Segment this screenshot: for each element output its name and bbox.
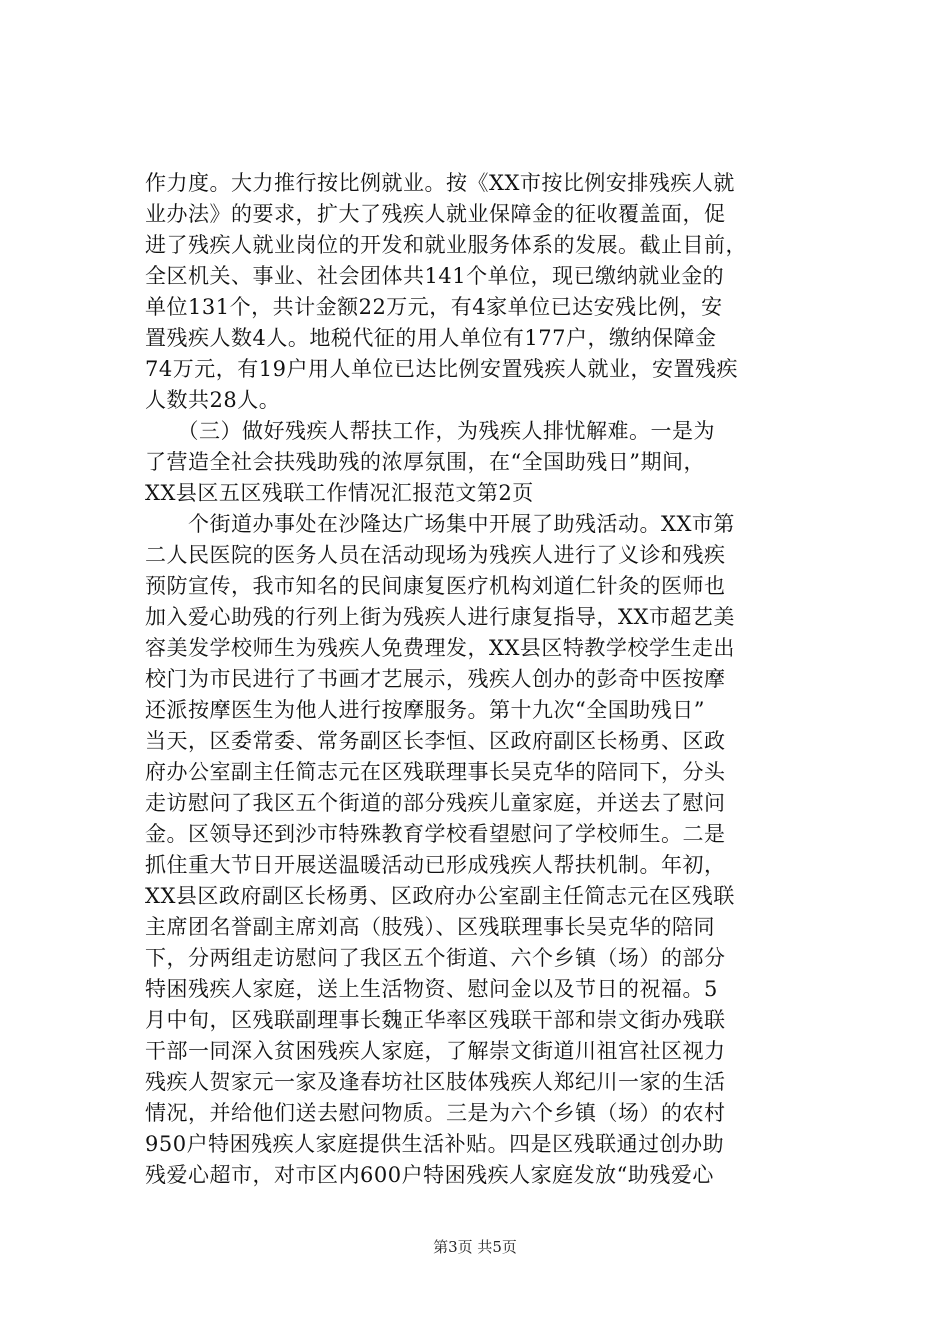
text-line: 容美发学校师生为残疾人免费理发，XX县区特教学校学生走出 bbox=[145, 636, 735, 660]
text-line: 作力度。大力推行按比例就业。按《XX市按比例安排残疾人就 bbox=[145, 171, 735, 195]
text-line: 个街道办事处在沙隆达广场集中开展了助残活动。XX市第 bbox=[145, 512, 735, 536]
text-line: 单位131个，共计金额22万元，有4家单位已达安残比例，安 bbox=[145, 295, 723, 319]
text-line: 全区机关、事业、社会团体共141个单位，现已缴纳就业金的 bbox=[145, 264, 725, 288]
text-line: 金。区领导还到沙市特殊教育学校看望慰问了学校师生。二是 bbox=[145, 822, 726, 846]
text-line: 干部一同深入贫困残疾人家庭，了解崇文街道川祖宫社区视力 bbox=[145, 1039, 726, 1063]
document-body bbox=[145, 168, 825, 1191]
text-line: 当天，区委常委、常务副区长李恒、区政府副区长杨勇、区政 bbox=[145, 729, 726, 753]
text-line: 校门为市民进行了书画才艺展示，残疾人创办的彭奇中医按摩 bbox=[145, 667, 726, 691]
text-line: 府办公室副主任简志元在区残联理事长吴克华的陪同下，分头 bbox=[145, 760, 726, 784]
text-line: 业办法》的要求，扩大了残疾人就业保障金的征收覆盖面，促 bbox=[145, 202, 726, 226]
text-line: 情况，并给他们送去慰问物质。三是为六个乡镇（场）的农村 bbox=[145, 1101, 726, 1125]
text-line: 进了残疾人就业岗位的开发和就业服务体系的发展。截止目前， bbox=[145, 233, 747, 257]
text-line: 二人民医院的医务人员在活动现场为残疾人进行了义诊和残疾 bbox=[145, 543, 726, 567]
text-line: 了营造全社会扶残助残的浓厚氛围，在“全国助残日”期间， bbox=[145, 450, 705, 474]
text-line: 特困残疾人家庭，送上生活物资、慰问金以及节日的祝福。5 bbox=[145, 977, 718, 1001]
text-line: 加入爱心助残的行列上街为残疾人进行康复指导，XX市超艺美 bbox=[145, 605, 735, 629]
text-line: 残疾人贺家元一家及逢春坊社区肢体残疾人郑纪川一家的生活 bbox=[145, 1070, 726, 1094]
text-line: 主席团名誉副主席刘高（肢残）、区残联理事长吴克华的陪同 bbox=[145, 915, 715, 939]
text-line: 950户特困残疾人家庭提供生活补贴。四是区残联通过创办助 bbox=[145, 1132, 725, 1156]
text-line: 月中旬，区残联副理事长魏正华率区残联干部和崇文街办残联 bbox=[145, 1008, 726, 1032]
text-line: 还派按摩医生为他人进行按摩服务。第十九次“全国助残日” bbox=[145, 698, 705, 722]
text-line: 置残疾人数4人。地税代征的用人单位有177户，缴纳保障金 bbox=[145, 326, 717, 350]
text-line: 人数共28人。 bbox=[145, 388, 281, 412]
text-line: 74万元，有19户用人单位已达比例安置残疾人就业，安置残疾 bbox=[145, 357, 738, 381]
text-line: 下，分两组走访慰问了我区五个街道、六个乡镇（场）的部分 bbox=[145, 946, 726, 970]
text-line: 抓住重大节日开展送温暖活动已形成残疾人帮扶机制。年初， bbox=[145, 853, 726, 877]
text-line: （三）做好残疾人帮扶工作，为残疾人排忧解难。一是为 bbox=[145, 419, 715, 443]
text-line: 走访慰问了我区五个街道的部分残疾儿童家庭，并送去了慰问 bbox=[145, 791, 726, 815]
text-line: 残爱心超市，对市区内600户特困残疾人家庭发放“助残爱心 bbox=[145, 1163, 714, 1187]
page-footer: 第3页 共5页 bbox=[433, 1238, 517, 1256]
text-line: 预防宣传，我市知名的民间康复医疗机构刘道仁针灸的医师也 bbox=[145, 574, 726, 598]
text-line: XX县区五区残联工作情况汇报范文第2页 bbox=[145, 481, 534, 505]
text-line: XX县区政府副区长杨勇、区政府办公室副主任简志元在区残联 bbox=[145, 884, 735, 908]
